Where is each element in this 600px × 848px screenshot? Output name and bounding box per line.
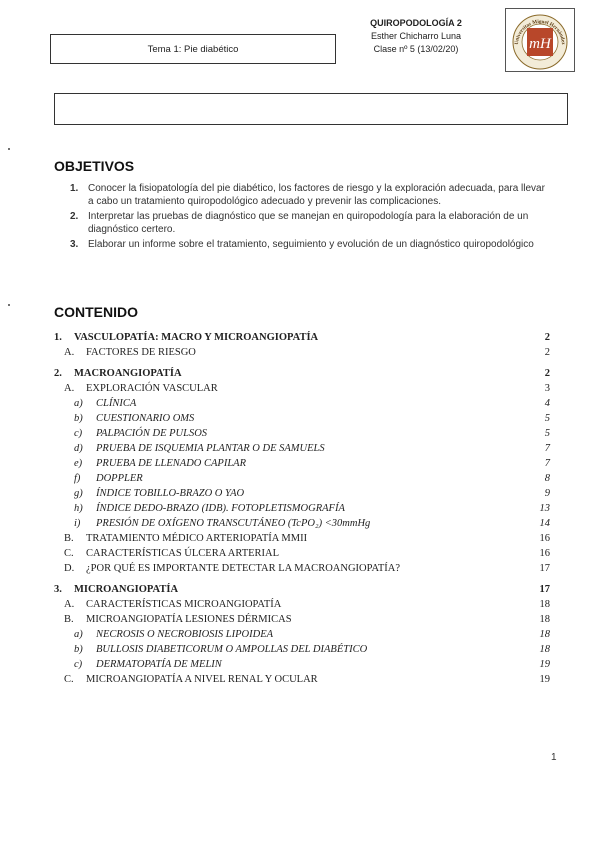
toc-entry-text: MICROANGIOPATÍA LESIONES DÉRMICAS — [86, 614, 292, 625]
toc-entry-label: b) — [74, 413, 83, 424]
toc-entry-page: 18 — [539, 629, 550, 640]
toc-entry-label: C. — [64, 674, 74, 685]
objetivos-list — [70, 183, 550, 255]
toc-entry-page: 17 — [539, 584, 550, 595]
toc-entry-page: 14 — [539, 518, 550, 529]
toc-entry-text: CUESTIONARIO OMS — [96, 413, 195, 424]
toc-entry[interactable] — [54, 599, 550, 614]
toc-entry-page: 18 — [539, 614, 550, 625]
toc-entry[interactable] — [54, 659, 550, 674]
toc-entry-page: 3 — [544, 383, 550, 394]
toc-entry-page: 4 — [544, 398, 550, 409]
toc-entry[interactable] — [54, 473, 550, 488]
toc-entry[interactable] — [54, 332, 550, 347]
toc-entry-page: 7 — [544, 443, 550, 454]
toc-entry-text: EXPLORACIÓN VASCULAR — [86, 383, 218, 394]
toc-entry-text: PRESIÓN DE OXÍGENO TRANSCUTÁNEO (TcPO₂) <30mmHg — [96, 518, 371, 529]
toc-entry-text: PALPACIÓN DE PULSOS — [96, 428, 208, 439]
stray-dot — [8, 148, 10, 150]
toc-entry-text: ÍNDICE TOBILLO-BRAZO O YAO — [96, 488, 245, 499]
toc-entry-label: i) — [74, 518, 81, 529]
topic-box — [50, 34, 336, 64]
toc-entry-label: a) — [74, 629, 83, 640]
list-item: 2. Interpretar las pruebas de diagnóstico que se manejan en quiropodología para la elaboración de un diagnóstico certero. — [70, 211, 529, 235]
toc-entry[interactable] — [54, 443, 550, 458]
svg-text:Universitas Miguel Hernández: Universitas Miguel Hernández — [513, 18, 567, 45]
toc-entry-label: B. — [64, 614, 74, 625]
toc-entry-label: h) — [74, 503, 83, 514]
list-item: 3. Elaborar un informe sobre el tratamiento, seguimiento y evolución de un diagnóstico quiropodológico — [70, 239, 534, 250]
toc-entry-label: A. — [64, 347, 75, 358]
toc-entry-page: 16 — [539, 548, 550, 559]
toc-entry-page: 19 — [539, 674, 550, 685]
toc-entry[interactable] — [54, 413, 550, 428]
toc-entry-text: FACTORES DE RIESGO — [86, 347, 196, 358]
topic-title: Tema 1: Pie diabético — [147, 43, 239, 55]
toc-entry-page: 2 — [544, 368, 550, 379]
class-info: Clase nº 5 (13/02/20) — [373, 44, 459, 54]
toc-entry-label: f) — [74, 473, 81, 484]
university-logo — [505, 8, 575, 72]
toc-entry-label: 2. — [54, 368, 62, 379]
toc-entry-page: 19 — [539, 659, 550, 670]
toc-entry-label: g) — [74, 488, 83, 499]
toc-entry-text: MICROANGIOPATÍA A NIVEL RENAL Y OCULAR — [86, 674, 318, 685]
toc-entry-page: 5 — [544, 428, 550, 439]
toc-entry-label: c) — [74, 659, 83, 670]
toc-entry-text: ÍNDICE DEDO-BRAZO (IDB). FOTOPLETISMOGRAFÍA — [96, 503, 345, 514]
toc-entry-text: ¿POR QUÉ ES IMPORTANTE DETECTAR LA MACROANGIOPATÍA? — [86, 563, 401, 574]
toc-entry-label: d) — [74, 443, 83, 454]
objetivos-title: OBJETIVOS — [54, 158, 135, 174]
course-info — [356, 17, 476, 56]
toc-entry-page: 17 — [539, 563, 550, 574]
toc-entry[interactable] — [54, 518, 550, 533]
toc-entry[interactable] — [54, 629, 550, 644]
contenido-title: CONTENIDO — [54, 304, 138, 320]
svg-text:mH: mH — [529, 36, 551, 52]
toc-entry[interactable] — [54, 458, 550, 473]
toc-entry-label: 1. — [54, 332, 62, 343]
toc-entry-text: NECROSIS O NECROBIOSIS LIPOIDEA — [96, 629, 274, 640]
toc-entry[interactable] — [54, 614, 550, 629]
toc-entry[interactable] — [54, 398, 550, 413]
toc-entry-label: C. — [64, 548, 74, 559]
toc-entry-text: TRATAMIENTO MÉDICO ARTERIOPATÍA MMII — [86, 533, 308, 544]
toc-entry[interactable] — [54, 347, 550, 362]
toc-entry-text: CARACTERÍSTICAS ÚLCERA ARTERIAL — [86, 548, 280, 559]
toc-entry-text: MACROANGIOPATÍA — [74, 368, 182, 379]
toc-entry-page: 2 — [544, 347, 550, 358]
toc-entry-label: A. — [64, 383, 75, 394]
toc-entry-label: e) — [74, 458, 83, 469]
toc-entry-text: CARACTERÍSTICAS MICROANGIOPATÍA — [86, 599, 282, 610]
list-item: 1. Conocer la fisiopatología del pie diabético, los factores de riesgo y la exploración adecuada, para llevar a cabo un tratamiento quiropodológico adecuado y prevenir las complicaciones. — [70, 183, 545, 207]
stray-dot — [8, 304, 10, 306]
toc-entry-page: 2 — [544, 332, 550, 343]
table-of-contents — [54, 332, 550, 689]
toc-entry-text: PRUEBA DE ISQUEMIA PLANTAR O DE SAMUELS — [96, 443, 325, 454]
toc-entry-text: PRUEBA DE LLENADO CAPILAR — [96, 458, 247, 469]
toc-entry[interactable] — [54, 674, 550, 689]
toc-entry-page: 5 — [544, 413, 550, 424]
author-name: Esther Chicharro Luna — [370, 31, 462, 41]
toc-entry-label: B. — [64, 533, 74, 544]
toc-entry-page: 13 — [539, 503, 550, 514]
toc-entry-label: a) — [74, 398, 83, 409]
toc-entry-text: BULLOSIS DIABETICORUM O AMPOLLAS DEL DIABÉTICO — [96, 644, 368, 655]
subject-title: QUIROPODOLOGÍA 2 — [370, 18, 462, 28]
toc-entry-page: 9 — [544, 488, 550, 499]
toc-entry[interactable] — [54, 548, 550, 563]
blank-box — [54, 93, 568, 125]
toc-entry-label: A. — [64, 599, 75, 610]
toc-entry[interactable] — [54, 533, 550, 548]
page-number: 1 — [551, 752, 557, 763]
toc-entry[interactable] — [54, 428, 550, 443]
toc-entry-text: CLÍNICA — [96, 398, 137, 409]
toc-entry[interactable] — [54, 563, 550, 578]
toc-entry-text: VASCULOPATÍA: MACRO Y MICROANGIOPATÍA — [74, 332, 319, 343]
university-seal-icon — [506, 9, 574, 71]
toc-entry-text: DERMATOPATÍA DE MELIN — [96, 659, 222, 670]
toc-entry[interactable] — [54, 488, 550, 503]
toc-entry-label: b) — [74, 644, 83, 655]
toc-entry-page: 18 — [539, 644, 550, 655]
toc-entry[interactable] — [54, 368, 550, 383]
toc-entry[interactable] — [54, 584, 550, 599]
toc-entry-label: D. — [64, 563, 75, 574]
toc-entry[interactable] — [54, 644, 550, 659]
toc-entry-text: DOPPLER — [96, 473, 143, 484]
toc-entry[interactable] — [54, 383, 550, 398]
toc-entry-label: 3. — [54, 584, 62, 595]
toc-entry-page: 16 — [539, 533, 550, 544]
toc-entry-page: 18 — [539, 599, 550, 610]
toc-entry-text: MICROANGIOPATÍA — [74, 584, 179, 595]
toc-entry-label: c) — [74, 428, 83, 439]
toc-entry-page: 7 — [544, 458, 550, 469]
toc-entry-page: 8 — [544, 473, 550, 484]
toc-entry[interactable] — [54, 503, 550, 518]
